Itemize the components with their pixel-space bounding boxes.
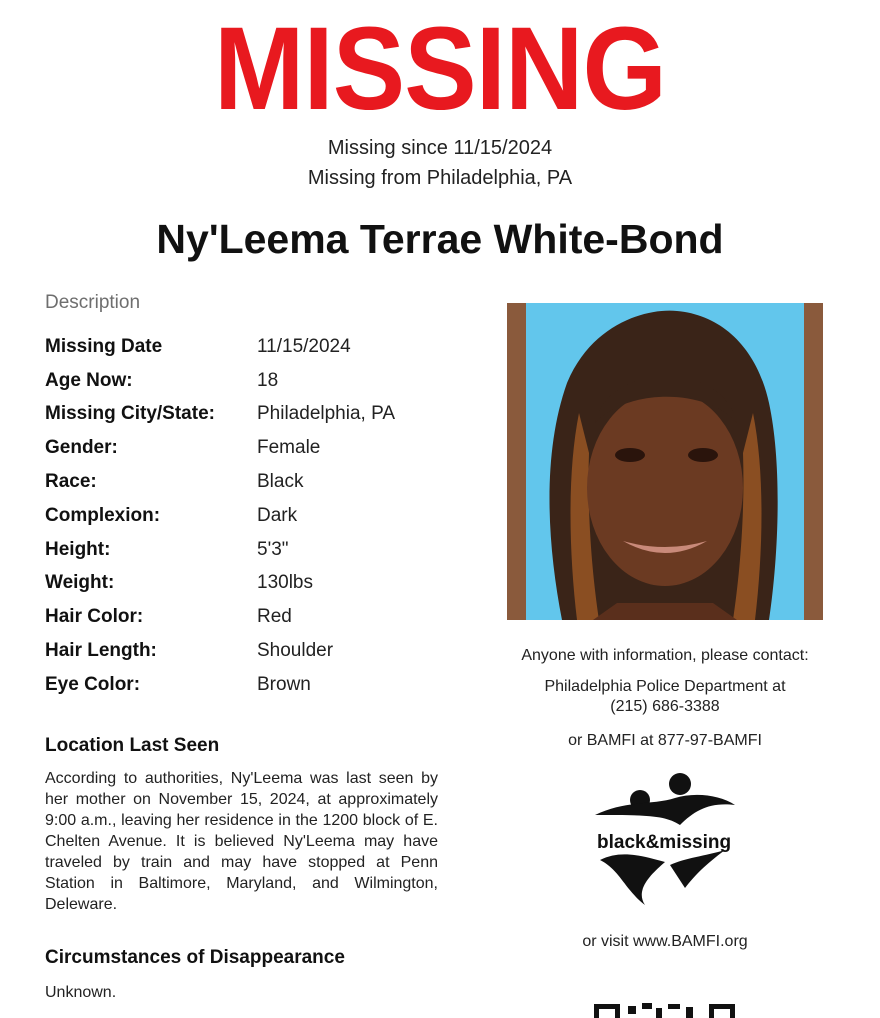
missing-headline: MISSING [214, 3, 666, 135]
visit-website: or visit www.BAMFI.org [582, 933, 748, 950]
field-row [45, 499, 395, 533]
field-value: Red [257, 606, 292, 628]
contact-agency: Philadelphia Police Department at [544, 678, 786, 695]
qr-code-graphic [594, 1000, 739, 1018]
field-value: 5'3" [257, 538, 289, 560]
description-label: Description [45, 292, 141, 313]
field-value: 18 [257, 369, 279, 391]
missing-from: Missing from Philadelphia, PA [307, 167, 573, 189]
field-value: 130lbs [257, 572, 313, 594]
field-key: Eye Color: [45, 673, 141, 695]
field-key: Hair Color: [45, 606, 144, 628]
circumstances-title: Circumstances of Disappearance [45, 947, 345, 968]
field-value: Shoulder [257, 640, 334, 662]
missing-details [0, 133, 880, 193]
field-value: 11/15/2024 [257, 335, 351, 357]
field-value: Philadelphia, PA [257, 403, 396, 425]
circumstances-text: Unknown. [45, 984, 117, 1001]
field-key: Missing Date [45, 335, 163, 357]
black-and-missing-logo [585, 770, 745, 910]
field-key: Missing City/State: [45, 403, 215, 425]
field-key: Gender: [45, 437, 118, 459]
field-value: Female [257, 437, 321, 459]
field-row [45, 567, 395, 601]
field-row [45, 668, 395, 702]
location-text: According to authorities, Ny'Leema was last seen by her mother on November 15, 2024, at approximately 9:00 a.m., leaving her residence in the 1200 block of E. Chelten Avenue. It is believed Ny'Leema may have traveled by train and may have stopped at Penn Station in Baltimore, Maryland, and Wilmington, Deleware. [45, 770, 438, 913]
missing-since: Missing since 11/15/2024 [327, 137, 553, 159]
field-key: Race: [45, 471, 97, 493]
field-row [45, 398, 395, 432]
field-row [45, 600, 395, 634]
person-name: Ny'Leema Terrae White-Bond [156, 216, 724, 262]
description-fields [45, 330, 395, 702]
field-key: Weight: [45, 572, 115, 594]
field-row [45, 431, 395, 465]
contact-block [490, 677, 840, 717]
contact-alt: or BAMFI at 877-97-BAMFI [568, 732, 762, 749]
contact-phone: (215) 686-3388 [610, 698, 720, 715]
field-key: Height: [45, 538, 111, 560]
location-title: Location Last Seen [45, 735, 220, 756]
logo-graphic [585, 770, 745, 910]
person-photo [507, 303, 823, 620]
field-row [45, 465, 395, 499]
logo-text: black&missing [597, 832, 732, 853]
field-key: Hair Length: [45, 640, 157, 662]
field-value: Dark [257, 504, 298, 526]
field-key: Complexion: [45, 504, 161, 526]
field-row [45, 330, 395, 364]
field-value: Black [257, 471, 304, 493]
field-key: Age Now: [45, 369, 133, 391]
portrait-illustration [507, 303, 823, 620]
qr-code [594, 1000, 739, 1018]
field-value: Brown [257, 673, 311, 695]
field-row [45, 533, 395, 567]
field-row [45, 364, 395, 398]
field-row [45, 634, 395, 668]
contact-intro: Anyone with information, please contact: [521, 647, 809, 664]
